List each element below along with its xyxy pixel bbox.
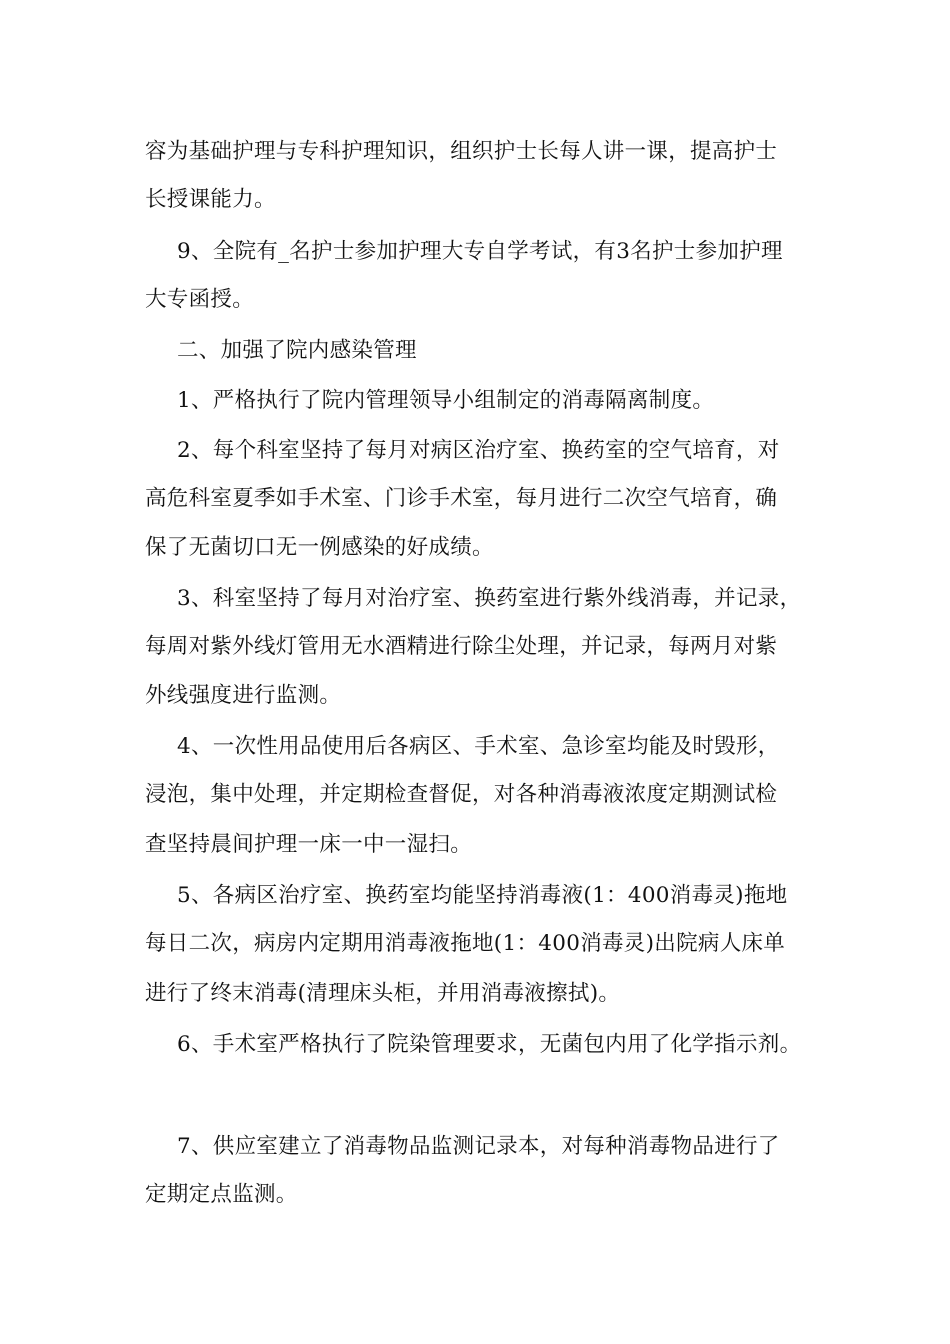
text-line-1: 容为基础护理与专科护理知识，组织护士长每人讲一课，提高护士 — [145, 139, 778, 164]
text-line-13: 4、一次性用品使用后各病区、手术室、急诊室均能及时毁形， — [177, 734, 780, 759]
text-line-3: 9、全院有_名护士参加护理大专自学考试，有3名护士参加护理 — [177, 239, 783, 264]
text-line-4: 大专函授。 — [145, 287, 255, 312]
text-line-18: 进行了终末消毒(清理床头柜，并用消毒液擦拭)。 — [145, 981, 621, 1006]
section-heading: 二、加强了院内感染管理 — [177, 338, 417, 363]
text-line-12: 外线强度进行监测。 — [145, 683, 342, 708]
text-line-6: 1、严格执行了院内管理领导小组制定的消毒隔离制度。 — [177, 388, 715, 413]
text-line-20: 7、供应室建立了消毒物品监测记录本，对每种消毒物品进行了 — [177, 1134, 780, 1159]
text-line-19: 6、手术室严格执行了院染管理要求，无菌包内用了化学指示剂。 — [177, 1032, 802, 1057]
text-line-9: 保了无菌切口无一例感染的好成绩。 — [145, 535, 494, 560]
text-line-10: 3、科室坚持了每月对治疗室、换药室进行紫外线消毒，并记录， — [177, 586, 802, 611]
text-line-17: 每日二次，病房内定期用消毒液拖地(1：400消毒灵)出院病人床单 — [145, 931, 786, 956]
text-line-8: 高危科室夏季如手术室、门诊手术室，每月进行二次空气培育，确 — [145, 486, 778, 511]
text-line-14: 浸泡，集中处理，并定期检查督促，对各种消毒液浓度定期测试检 — [145, 782, 778, 807]
text-line-21: 定期定点监测。 — [145, 1182, 298, 1207]
text-line-15: 查坚持晨间护理一床一中一湿扫。 — [145, 832, 473, 857]
text-line-11: 每周对紫外线灯管用无水酒精进行除尘处理，并记录，每两月对紫 — [145, 634, 778, 659]
text-line-7: 2、每个科室坚持了每月对病区治疗室、换药室的空气培育，对 — [177, 438, 780, 463]
text-line-16: 5、各病区治疗室、换药室均能坚持消毒液(1：400消毒灵)拖地 — [177, 883, 788, 908]
text-line-2: 长授课能力。 — [145, 187, 276, 212]
